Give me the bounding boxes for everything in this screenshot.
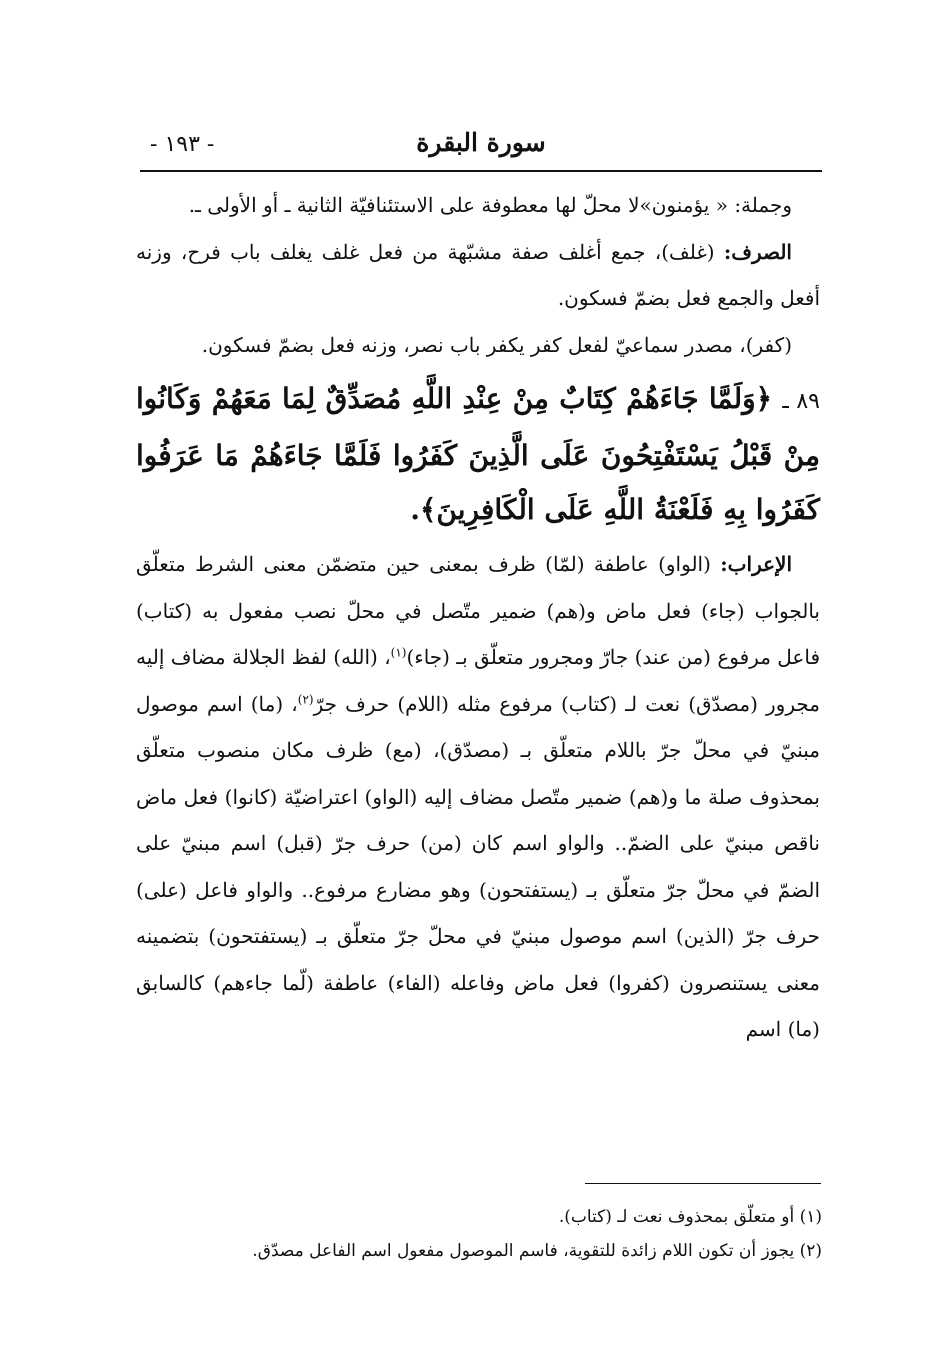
paragraph-sentence-note: وجملة: « يؤمنون»لا محلّ لها معطوفة على الاستئنافيّة الثانية ـ أو الأولى ـ. [188,193,792,217]
sarf-text: (غلف)، جمع أغلف صفة مشبّهة من فعل غلف يغلف باب فرح، وزنه أفعل والجمع فعل بضمّ فسكون. [136,239,820,310]
footnote-ref-2[interactable]: (٢) [297,691,314,706]
paragraph-sarf [136,229,820,322]
irab-label: الإعراب: [720,552,792,576]
irab-text-3: ، (ما) اسم موصول مبنيّ في محلّ جرّ باللام متعلّق بـ (مصدّق)، (مع) ظرف مكان منصوب متعلّق بمحذوف صلة ما و(هم) ضمير متّصل مضاف إليه (الواو) اعتراضيّة (كانوا) فعل ماض ناقص مبنيّ على الضمّ.. والواو اسم كان (من) حرف جرّ (قبل) اسم مبنيّ على الضمّ في محلّ جرّ متعلّق بـ (يستفتحون) وهو مضارع مرفوع.. والواو فاعل (على) حرف جرّ (الذين) اسم موصول مبنيّ في محلّ جرّ متعلّق بـ (يستفتحون) بتضمينه معنى يستنصرون (كفروا) فعل ماض وفاعله (الفاء) عاطفة (لّما جاءهم) كالسابق (ما) اسم [136,691,820,1041]
footnotes [140,1200,822,1268]
quran-verse [136,372,820,537]
irab-text-1: (الواو) عاطفة (لمّا) ظرف بمعنى حين متضمّن معنى الشرط متعلّق بالجواب (جاء) فعل ماض و(هم) ضمير متّصل في محلّ نصب مفعول به (كتاب) فاعل مرفوع (من عند) جارّ ومجرور متعلّق بـ (جاء) [136,552,821,669]
footnote-1: (١) أو متعلّق بمحذوف نعت لـ (كتاب). [558,1207,822,1227]
surah-title: سورة البقرة [416,128,546,157]
verse-text: ﴿وَلَمَّا جَاءَهُمْ كِتَابٌ مِنْ عِنْدِ اللَّهِ مُصَدِّقٌ لِمَا مَعَهُمْ وَكَانُوا مِنْ قَبْلُ يَسْتَفْتِحُونَ عَلَى الَّذِينَ كَفَرُوا فَلَمَّا جَاءَهُمْ مَا عَرَفُوا كَفَرُوا بِهِ فَلَعْنَةُ اللَّهِ عَلَى الْكَافِرِينَ﴾. [136,382,820,526]
header-rule [140,170,822,172]
paragraph-kufr: (كفر)، مصدر سماعيّ لفعل كفر يكفر باب نصر، وزنه فعل بضمّ فسكون. [201,332,792,357]
footnote-2: (٢) يجوز أن تكون اللام زائدة للتقوية، فاسم الموصول مفعول اسم الفاعل مصدّق. [252,1241,822,1261]
footnote-rule [585,1183,821,1184]
irab-text-2: ، (الله) لفظ الجلالة مضاف إليه مجرور (مصدّق) نعت لـ (كتاب) مرفوع مثله (اللام) حرف جرّ [136,645,820,716]
verse-number: ٨٩ ـ [782,389,820,414]
footnote-ref-1[interactable]: (١) [390,645,407,660]
paragraph-irab [136,541,820,1053]
page-header [140,122,822,168]
main-text [136,182,820,1053]
sarf-label: الصرف: [723,239,792,264]
page-number: - ١٩٣ - [150,132,215,157]
